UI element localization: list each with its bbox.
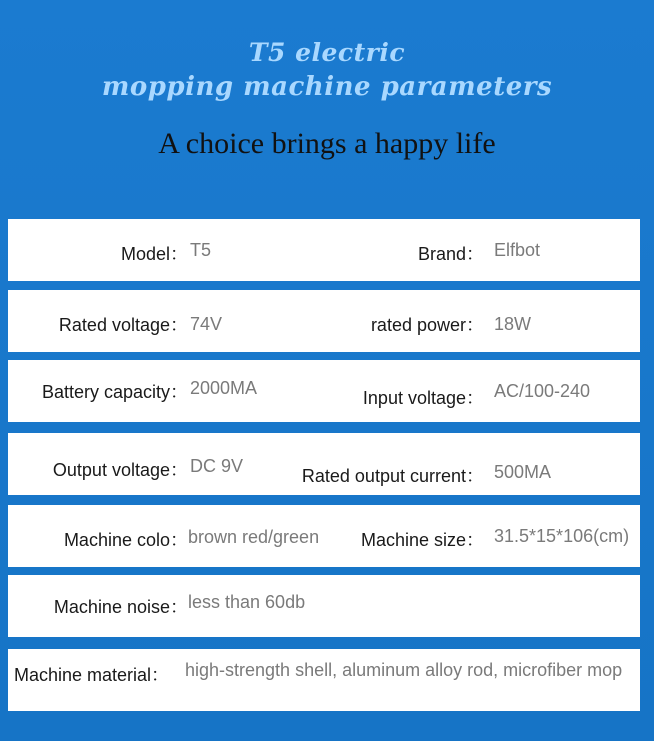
spec-row-color-size xyxy=(8,505,640,567)
battery-capacity-value: 2000MA xyxy=(190,378,258,398)
machine-color-value: brown red/green xyxy=(188,527,320,547)
spec-row-battery-input xyxy=(8,360,640,422)
machine-size-value: 31.5*15*106(cm) xyxy=(494,526,630,546)
model-label: Model： xyxy=(120,244,188,264)
subtitle: A choice brings a happy life xyxy=(158,127,496,160)
title-line-1: T5 electric xyxy=(248,38,406,67)
input-voltage-value: AC/100-240 xyxy=(494,381,591,401)
rated-voltage-value: 74V xyxy=(190,314,223,334)
brand-label: Brand： xyxy=(417,244,484,264)
battery-capacity-label: Battery capacity： xyxy=(41,382,188,402)
title-line-2: mopping machine parameters xyxy=(101,72,553,102)
spec-row-noise xyxy=(8,575,640,637)
spec-row-model-brand xyxy=(8,219,640,281)
spec-row-material xyxy=(8,649,640,711)
output-voltage-label: Output voltage： xyxy=(52,460,188,480)
spec-row-output xyxy=(8,433,640,495)
rated-voltage-label: Rated voltage： xyxy=(58,315,188,335)
model-value: T5 xyxy=(190,240,212,260)
rated-output-current-value: 500MA xyxy=(494,462,552,482)
machine-noise-label: Machine noise： xyxy=(53,597,188,617)
machine-noise-value: less than 60db xyxy=(188,592,306,612)
rated-power-label: rated power： xyxy=(370,315,484,335)
rated-power-value: 18W xyxy=(494,314,532,334)
machine-material-label: Machine material： xyxy=(14,665,170,685)
output-voltage-value: DC 9V xyxy=(190,456,244,476)
machine-material-value: high-strength shell, aluminum alloy rod, microfiber mop xyxy=(185,660,623,680)
machine-size-label: Machine size： xyxy=(360,530,484,550)
machine-color-label: Machine colo： xyxy=(63,530,188,550)
input-voltage-label: Input voltage： xyxy=(362,388,484,408)
brand-value: Elfbot xyxy=(494,240,541,260)
spec-row-voltage-power xyxy=(8,290,640,352)
rated-output-current-label: Rated output current： xyxy=(301,466,484,486)
